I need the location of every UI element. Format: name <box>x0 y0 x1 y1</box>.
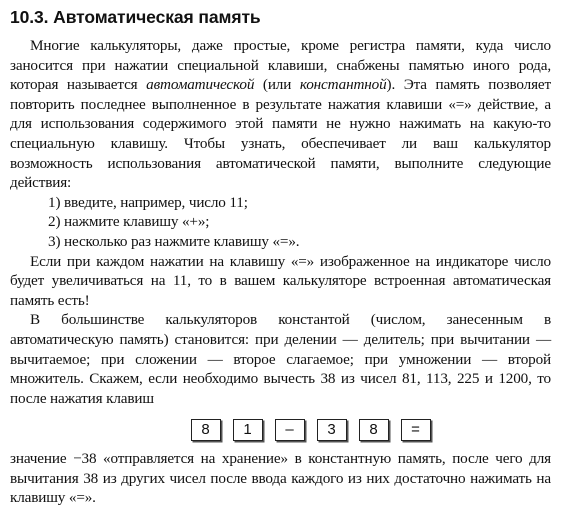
term-constant: константной <box>299 76 387 94</box>
paragraph-intro <box>10 36 551 193</box>
step-item: 1) введите, например, число 11; <box>48 193 248 211</box>
key-1: 1 <box>233 419 263 441</box>
step-item: 3) несколько раз нажмите клавишу «=». <box>48 232 300 250</box>
key-minus: – <box>275 419 305 441</box>
document-page <box>10 6 551 508</box>
key-8-second: 8 <box>359 419 389 441</box>
paragraph-result: значение −38 «отправляется на хранение» в константную память, после чего для вычитания 38 из других чисел после ввода каждого из них достаточно нажимать на клавишу «=». <box>10 450 551 507</box>
key-3: 3 <box>317 419 347 441</box>
intro-text-b: (или <box>254 76 300 94</box>
term-automatic: автоматической <box>146 76 255 94</box>
key-8: 8 <box>191 419 221 441</box>
intro-text-a: Многие калькуляторы, даже простые, кроме регистра памяти, куда число заносится при нажатии специальной клавиши, снабжены памятью иного рода, которая называется <box>10 37 551 94</box>
intro-text-c: ). Эта память позволяет повторить последнее выполненное в результате нажатия клавиши «=» действие, а для использования содержимого этой памяти не нужно нажимать на какую-то специальную клавишу. Чтобы узнать, обеспечивает ли ваш калькулятор возможность использования автоматической памяти, выполните следующие действия: <box>10 76 551 192</box>
section-heading: 10.3. Автоматическая память <box>10 7 261 27</box>
key-sequence <box>70 419 551 441</box>
key-equals: = <box>401 419 431 441</box>
step-item: 2) нажмите клавишу «+»; <box>48 213 210 231</box>
paragraph-constant: В большинстве калькуляторов константой (числом, занесенным в автоматическую память) становится: при делении — делитель; при вычитании — вычитаемое; при сложении — второе слагаемое; при умножении — второй множитель. Скажем, если необходимо вычесть 38 из чисел 81, 113, 225 и 1200, то после нажатия клавиш <box>10 311 551 407</box>
paragraph-check: Если при каждом нажатии на клавишу «=» изображенное на индикаторе число будет увеличиваться на 11, то в вашем калькуляторе встроенная автоматическая память есть! <box>10 252 551 309</box>
